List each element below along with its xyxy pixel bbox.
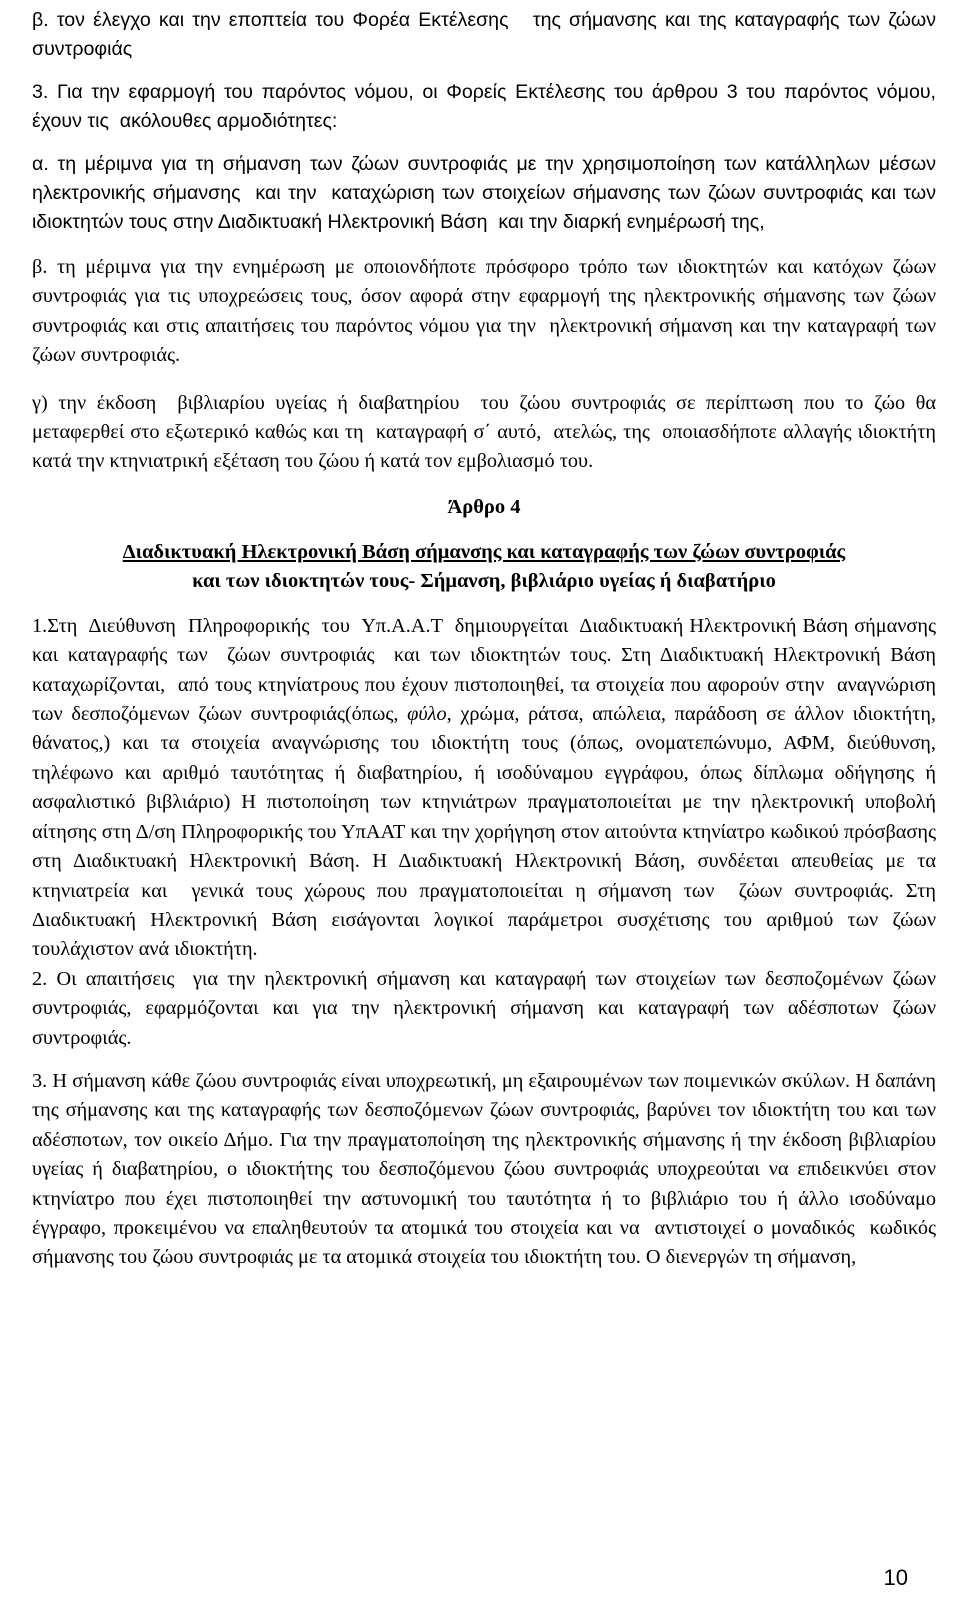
article4-paragraph-2: 2. Οι απαιτήσεις για την ηλεκτρονική σήμανση και καταγραφή των στοιχείων των δεσποζομένων ζώων συντροφιάς, εφαρμόζονται και για την ηλεκτρονική σήμανση και καταγραφή των αδέσποτων ζώων συντροφιάς. (32, 967, 942, 1049)
paragraph-b-supervision: β. τον έλεγχο και την εποπτεία του Φορέα Εκτέλεσης της σήμανσης και της καταγραφής των ζώων συντροφιάς (32, 9, 942, 60)
article-number: Άρθρο 4 (447, 495, 521, 518)
article4-paragraph-1 (32, 612, 947, 965)
paragraph-3-c: γ) την έκδοση βιβλιαρίου υγείας ή διαβατηρίου του ζώου συντροφιάς σε περίπτωση που το ζώο θα μεταφερθεί στο εξωτερικό καθώς και τη καταγραφή σ΄ αυτό, ατελώς, της οποιασδήποτε αλλαγής ιδιοκτήτη κατά την κτηνιατρική εξέταση του ζώου ή κατά τον εμβολιασμό του. (32, 391, 942, 473)
article4-paragraph-1-italic: φύλο (407, 703, 447, 726)
article-title-line1: Διαδικτυακή Ηλεκτρονική Βάση σήμανσης και καταγραφής των ζώων συντροφιάς (122, 540, 846, 563)
article4-paragraph-1-part-a: 1.Στη Διεύθυνση Πληροφορικής του Υπ.Α.Α.Τ δημιουργείται Διαδικτυακή Ηλεκτρονική Βάση σήμανσης και καταγραφής των ζώων συντροφιάς και των ιδιοκτητών τους. Στη Διαδικτυακή Ηλεκτρονική Βάση καταχωρίζονται, από τους κτηνίατρους που έχουν πιστοποιηθεί, τα στοιχεία που αφορούν στην αναγνώριση των δεσποζόμενων ζώων συντροφιάς(όπως, (32, 614, 942, 726)
paragraph-3-intro: 3. Για την εφαρμογή του παρόντος νόμου, οι Φορείς Εκτέλεσης του άρθρου 3 του παρόντος νόμου, έχουν τις ακόλουθες αρμοδιότητες: (32, 81, 942, 132)
article-title-line2: και των ιδιοκτητών τους- Σήμανση, βιβλιάριο υγείας ή διαβατήριο (192, 569, 776, 592)
article-title (32, 538, 936, 596)
article4-paragraph-3: 3. Η σήμανση κάθε ζώου συντροφιάς είναι υποχρεωτική, μη εξαιρουμένων των ποιμενικών σκύλων. Η δαπάνη της σήμανσης και της καταγραφής των δεσποζόμενων ζώων συντροφιάς, βαρύνει τον ιδιοκτήτη του και των αδέσποτων, τον οικείο Δήμο. Για την πραγματοποίηση της ηλεκτρονικής σήμανσης ή την έκδοση βιβλιαρίου υγείας ή διαβατηρίου, ο ιδιοκτήτης του δεσποζόμενου ζώου συντροφιάς υποχρεούται να επιδεικνύει στον κτηνίατρο που έχει πιστοποιηθεί την αστυνομική του ταυτότητα ή το βιβλιάριο του ή άλλο ισοδύναμο έγγραφο, προκειμένου να επαληθευτούν τα ατομικά του στοιχεία και να αντιστοιχεί ο μοναδικός κωδικός σήμανσης του ζώου συντροφιάς με τα ατομικά στοιχεία του ιδιοκτήτη του. Ο διενεργών τη σήμανση, (32, 1069, 942, 1269)
article4-paragraph-1-part-b: , χρώμα, ράτσα, απώλεια, παράδοση σε άλλον ιδιοκτήτη, θάνατος,) και τα στοιχεία αναγνώρισης του ιδιοκτήτη τους (όπως, ονοματεπώνυμο, ΑΦΜ, διεύθυνση, τηλέφωνο και αριθμό ταυτότητας ή διαβατηρίου, ή ισοδύναμου εγγράφου, όπως δίπλωμα οδήγησης ή ασφαλιστικό βιβλιάριο) Η πιστοποίηση των κτηνιάτρων πραγματοποιείται με την ηλεκτρονική υποβολή αίτησης στη Δ/ση Πληροφορικής του ΥπΑΑΤ και την χορήγηση στον αιτούντα κτηνίατρο κωδικού πρόσβασης στη Διαδικτυακή Ηλεκτρονική Βάση. Η Διαδικτυακή Ηλεκτρονική Βάση, συνδέεται απευθείας με τα κτηνιατρεία και γενικά τους χώρους που πραγματοποιείται η σήμανση των ζώων συντροφιάς. Στη Διαδικτυακή Ηλεκτρονική Βάση εισάγονται λογικοί παράμετροι συσχέτισης του αριθμού των ζώων τουλάχιστον ανά ιδιοκτήτη. (32, 703, 947, 961)
page-number: 10 (883, 1565, 908, 1590)
paragraph-3-a: α. τη μέριμνα για τη σήμανση των ζώων συντροφιάς με την χρησιμοποίηση των κατάλληλων μέσων ηλεκτρονικής σήμανσης και την καταχώριση των στοιχείων σήμανσης των ζώων συντροφιάς και των ιδιοκτητών τους στην Διαδικτυακή Ηλεκτρονική Βάση και την διαρκή ενημέρωσή της, (32, 153, 942, 233)
paragraph-3-b: β. τη μέριμνα για την ενημέρωση με οποιονδήποτε πρόσφορο τρόπο των ιδιοκτητών και κατόχων ζώων συντροφιάς για τις υποχρεώσεις τους, όσον αφορά στην εφαρμογή της ηλεκτρονικής σήμανσης των ζώων συντροφιάς και στις απαιτήσεις του παρόντος νόμου για την ηλεκτρονική σήμανση και την καταγραφή των ζώων συντροφιάς. (32, 256, 942, 367)
document-page (32, 0, 947, 1273)
